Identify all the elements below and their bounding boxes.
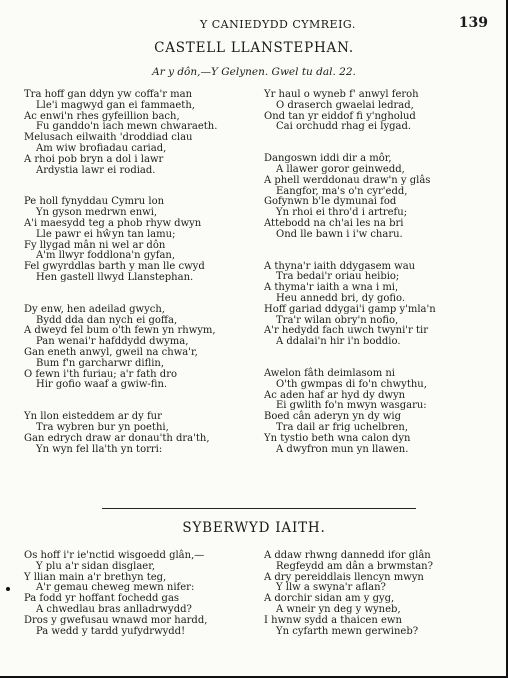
verse-line: A ddaw rhwng dannedd ifor glân	[264, 550, 431, 561]
poem-title-castell-llanstephan: CASTELL LLANSTEPHAN.	[154, 40, 354, 56]
verse-line: O draserch gwaelai ledrad,	[276, 99, 414, 111]
verse-line: A'm llwyr foddlona'n gyfan,	[36, 250, 176, 262]
poem-subtitle-tune: Ar y dôn,—Y Gelynen. Gwel tu dal. 22.	[152, 66, 356, 78]
poem1-right-column	[264, 90, 494, 476]
verse-line: Y plu a'r sidan disglaer,	[36, 560, 156, 572]
verse-line: Ac enwi'n rhes gyfeillion bach,	[24, 110, 180, 122]
verse-line: Lle pawr ei hŵyn tan lamu;	[36, 228, 176, 240]
verse-line: I hwnw sydd a thaicen ewn	[264, 614, 402, 626]
verse-line: Ac aden haf ar hyd dy dwyn	[264, 389, 406, 401]
poem-title-syberwyd-iaith: SYBERWYD IAITH.	[182, 520, 326, 536]
stanza	[264, 551, 494, 637]
verse-line: Yn gyson medrwn enwi,	[36, 207, 158, 219]
verse-line: A dwyfron mun yn llawen.	[276, 443, 409, 455]
verse-line: Hoff gariad ddygai'i gamp y'mla'n	[264, 303, 436, 315]
verse-line: Tra hoff gan ddyn yw coffa'r man	[24, 89, 193, 100]
verse-line: A llawer goror geinwedd,	[276, 163, 405, 175]
stanza	[24, 412, 254, 455]
section-divider-rule	[102, 508, 416, 509]
verse-line: Tra dail ar frig uchelbren,	[276, 421, 409, 433]
verse-line: Ei gwlith fo'n mwyn wasgaru:	[276, 400, 427, 412]
stanza	[264, 154, 494, 240]
verse-line: Ond lle bawn i i'w charu.	[276, 228, 403, 240]
verse-line: Bydd dda dan nych ei goffa,	[36, 314, 178, 326]
verse-line: A rhoi pob bryn a dol i lawr	[24, 153, 164, 165]
stanza	[264, 369, 494, 455]
poem1-left-column	[24, 90, 254, 476]
verse-line: Yn rhoi ei thro'd i artrefu;	[276, 207, 408, 219]
verse-line: Bum f'n garcharwr diflin,	[36, 357, 165, 369]
verse-line: Os hoff i'r ie'nctid wisgoedd glân,—	[24, 550, 205, 561]
verse-line: Gofynwn b'le dymunai fod	[264, 196, 397, 208]
verse-line: Melusach eilwaith 'droddiad clau	[24, 132, 193, 144]
poem2-right-column	[264, 551, 494, 658]
stanza	[24, 551, 254, 637]
verse-line: A phell werddonau draw'n y glâs	[264, 174, 431, 186]
verse-line: A thyma'r iaith a wna i mi,	[264, 282, 399, 294]
verse-line: A chwedlau bras anlladrwydd?	[36, 603, 192, 615]
verse-line: Heu annedd bri, dy gofio.	[276, 292, 406, 304]
stanza	[264, 90, 494, 133]
stanza	[24, 305, 254, 391]
verse-line: A'i maesydd teg a phob rhyw dwyn	[24, 217, 202, 229]
verse-line: Tra wybren bur yn poethi,	[36, 421, 169, 433]
verse-line: Am wiw brofiadau cariad,	[36, 142, 167, 154]
verse-line: Pa fodd yr hoffant fochedd gas	[24, 593, 180, 605]
verse-line: Pan wenai'r hafddydd dwyma,	[36, 336, 189, 348]
verse-line: Hen gastell llwyd Llanstephan.	[36, 271, 194, 283]
verse-line: Fel gwyrddlas barth y man lle cwyd	[24, 261, 205, 273]
verse-line: Tra'r wilan obry'n nofio,	[276, 314, 399, 326]
verse-line: Fy llygad mân ni wel ar dôn	[24, 239, 166, 251]
verse-line: Ardystia lawr ei rodiad.	[36, 164, 156, 176]
verse-line: O fewn i'th furiau; a'r fath dro	[24, 368, 178, 380]
verse-line: Dros y gwefusau wnawd mor hardd,	[24, 614, 208, 626]
verse-line: A dweyd fel bum o'th fewn yn rhwym,	[24, 325, 216, 337]
verse-line: Yr haul o wyneb f' anwyl feroh	[264, 89, 419, 100]
verse-line: A'r hedydd fach uwch twyni'r tir	[264, 325, 428, 337]
verse-line: Tra bedai'r oriau heibio;	[276, 271, 400, 283]
verse-line: Dangoswn iddi dir a môr,	[264, 153, 392, 165]
verse-line: Regfeydd am dân a brwmstan?	[276, 560, 433, 572]
verse-line: A'r gemau cheweg mewn nifer:	[36, 582, 195, 594]
verse-line: A dorchir sidan am y gyg,	[264, 593, 395, 605]
verse-line: Y llian main a'r brethyn teg,	[24, 571, 167, 583]
margin-ink-dot	[6, 587, 10, 591]
verse-line: Awelon fâth deimlasom ni	[264, 367, 396, 379]
verse-line: Hir gofio waaf a gwiw-fin.	[36, 379, 168, 391]
verse-line: Yn tystio beth wna calon dyn	[264, 432, 411, 444]
verse-line: A ddalai'n hir i'n boddio.	[276, 336, 401, 348]
verse-line: Attebodd na ch'ai les na bri	[264, 217, 404, 229]
verse-line: Y llw a swyna'r aflan?	[276, 582, 386, 594]
stanza	[24, 197, 254, 283]
verse-line: Gan edrych draw ar donau'th dra'th,	[24, 432, 210, 444]
verse-line: Yn cyfarth mewn gerwineb?	[276, 625, 419, 637]
verse-line: Yn llon eisteddem ar dy fur	[24, 411, 162, 423]
verse-line: O'th gwmpas di fo'n chwythu,	[276, 378, 427, 390]
verse-line: Pa wedd y tardd yufydrwydd!	[36, 625, 186, 637]
verse-line: Eangfor, ma's o'n cyr'edd,	[276, 185, 408, 197]
verse-line: Boed cân aderyn yn dy wig	[264, 411, 402, 423]
verse-line: Fu ganddo'n iach mewn chwaraeth.	[36, 121, 218, 133]
verse-line: A thyna'r iaith ddygasem wau	[264, 260, 416, 272]
verse-line: Pe holl fynyddau Cymru lon	[24, 196, 165, 208]
verse-line: Lle'i magwyd gan ei fammaeth,	[36, 99, 195, 111]
page-number: 139	[458, 15, 488, 31]
verse-line: Cai orchudd rhag ei lygad.	[276, 121, 412, 133]
verse-line: Gan eneth anwyl, gweil na chwa'r,	[24, 346, 198, 358]
verse-line: Ond tan yr eiddof fi y'ngholud	[264, 110, 416, 122]
stanza	[264, 262, 494, 348]
stanza	[24, 90, 254, 176]
verse-line: A wneir yn deg y wyneb,	[276, 603, 401, 615]
poem2-left-column	[24, 551, 254, 658]
verse-line: Dy enw, hen adeilad gwych,	[24, 303, 165, 315]
verse-line: A dry pereiddlais llencyn mwyn	[264, 571, 424, 583]
running-head: Y CANIEDYDD CYMREIG.	[200, 18, 356, 31]
verse-line: Yn wyn fel lla'th yn torri:	[36, 443, 163, 455]
